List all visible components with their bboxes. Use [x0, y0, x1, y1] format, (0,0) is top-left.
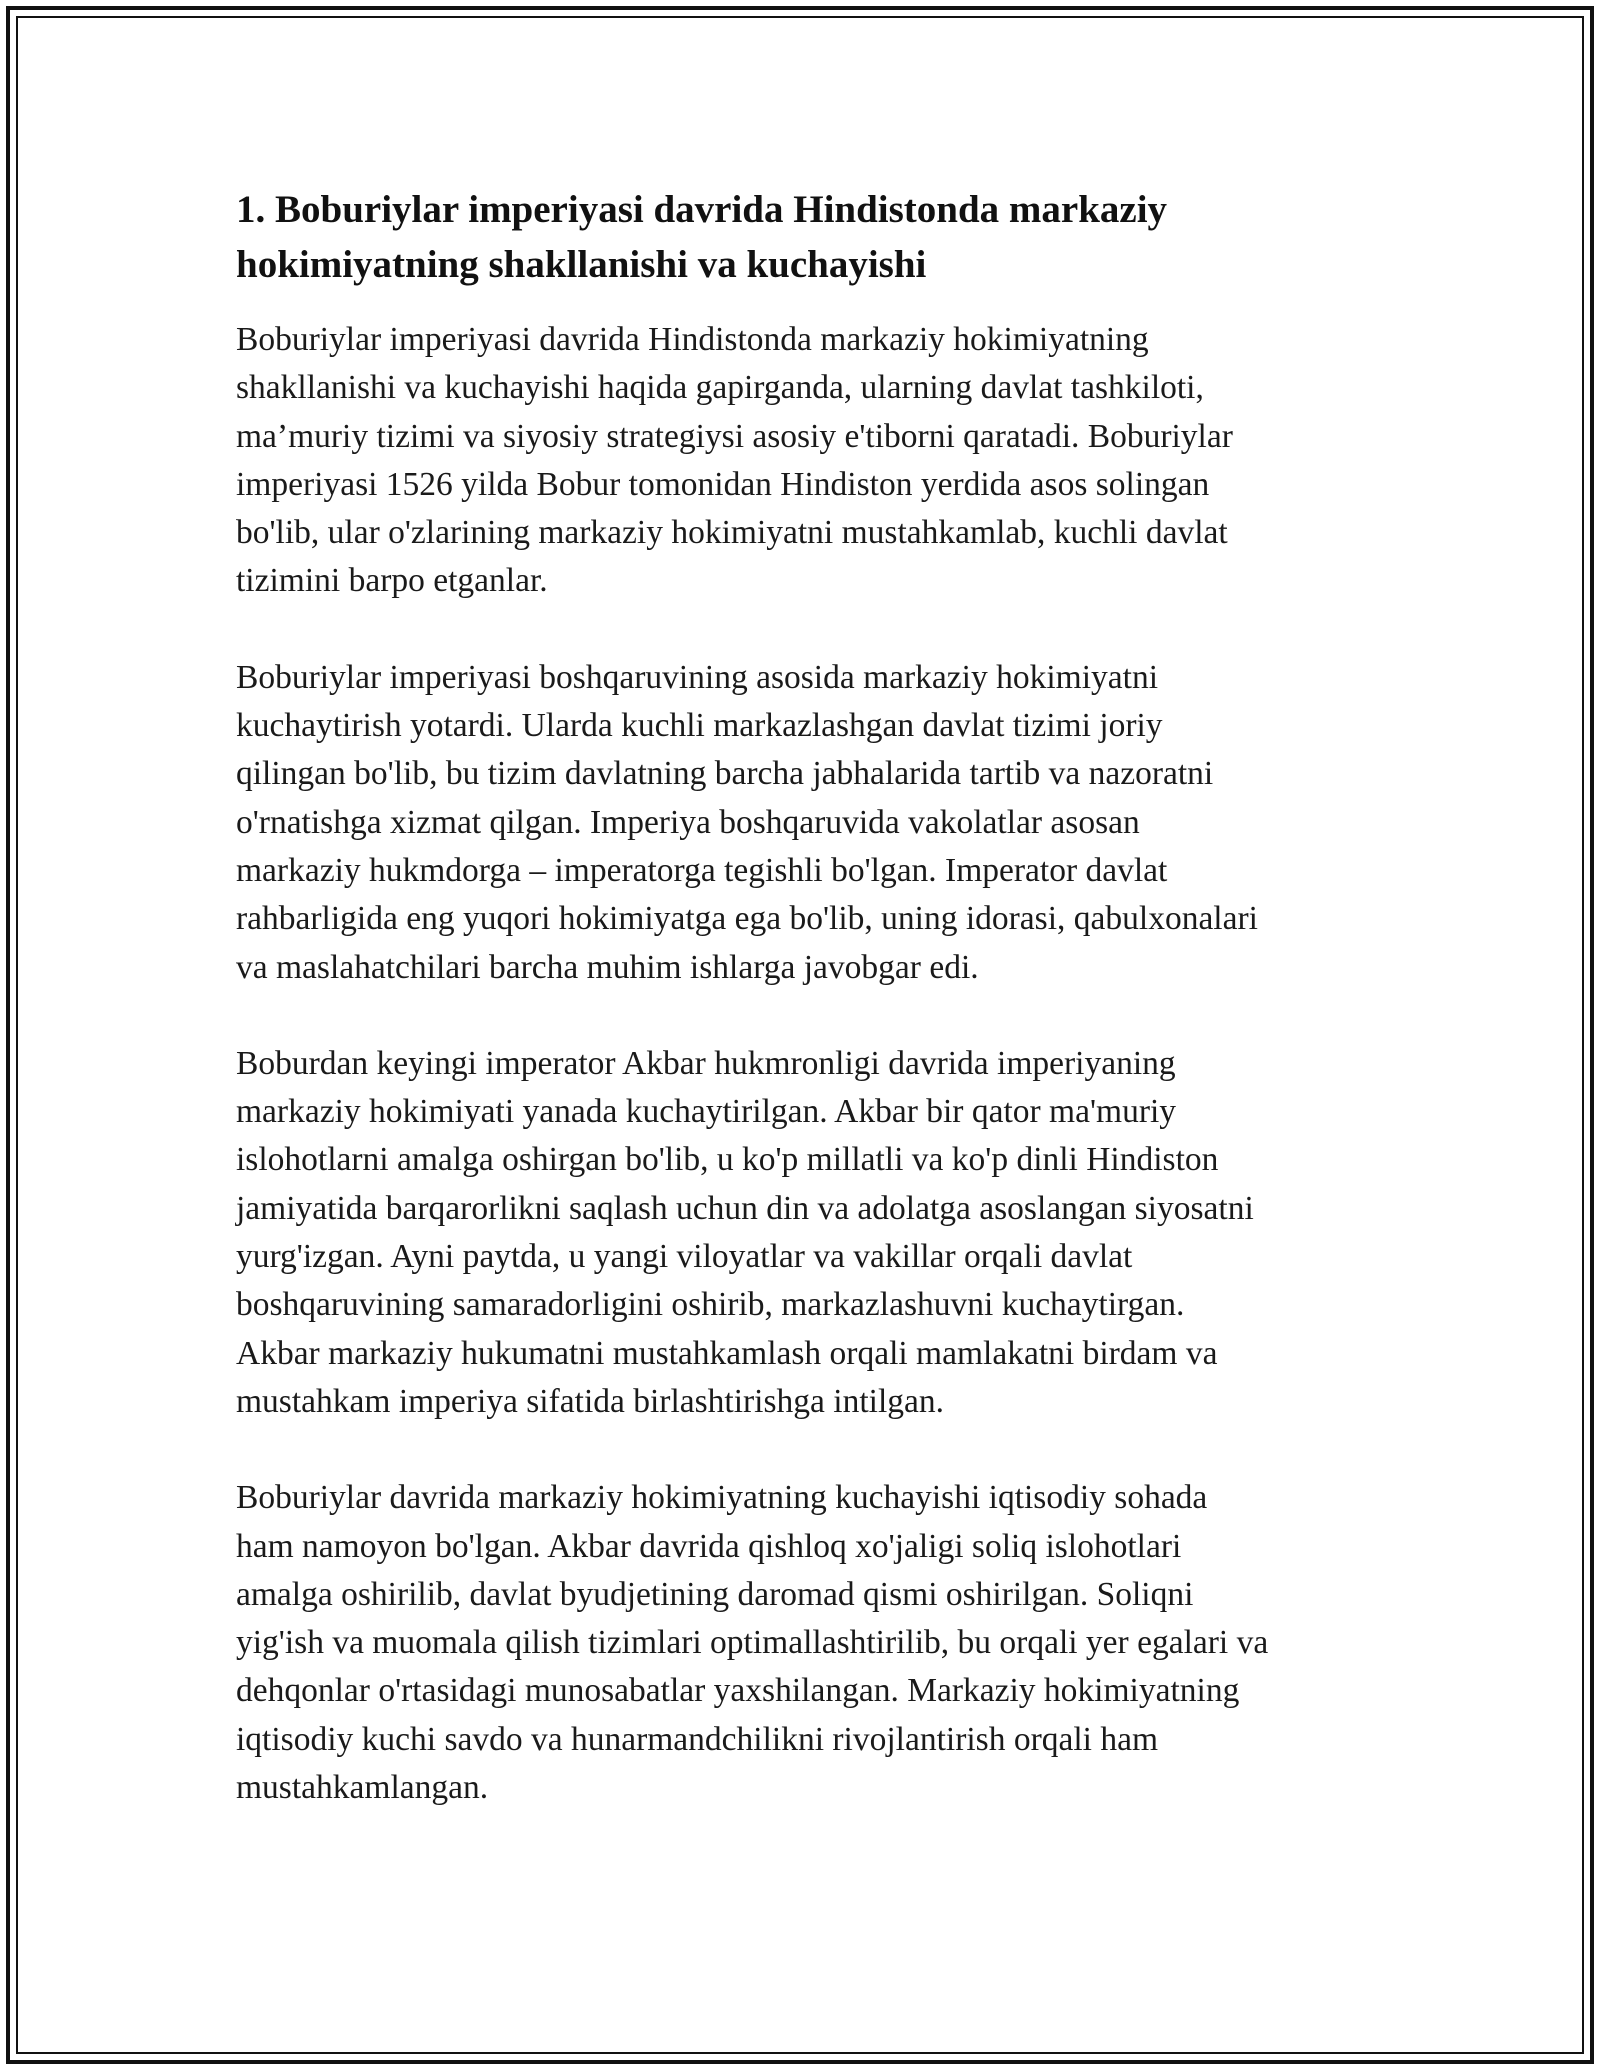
document-body [236, 182, 1376, 1812]
paragraph-3: Boburdan keyingi imperator Akbar hukmronligi davrida imperiyaning markaziy hokimiyati yanada kuchaytirilgan. Akbar bir qator ma'muriy islohotlarni amalga oshirgan bo'lib, u ko'p millatli va ko'p dinli Hindiston jamiyatida barqarorlikni saqlash uchun din va adolatga asoslangan siyosatni yurg'izgan. Ayni paytda, u yangi viloyatlar va vakillar orqali davlat boshqaruvining samaradorligini oshirib, markazlashuvni kuchaytirgan. Akbar markaziy hukumatni mustahkamlash orqali mamlakatni birdam va mustahkam imperiya sifatida birlashtirishga intilgan. [236, 1044, 1254, 1420]
paragraph-2: Boburiylar imperiyasi boshqaruvining asosida markaziy hokimiyatni kuchaytirish yotardi. Ularda kuchli markazlashgan davlat tizimi joriy qilingan bo'lib, bu tizim davlatning barcha jabhalarida tartib va nazoratni o'rnatishga xizmat qilgan. Imperiya boshqaruvida vakolatlar asosan markaziy hukmdorga – imperatorga tegishli bo'lgan. Imperator davlat rahbarligida eng yuqori hokimiyatga ega bo'lib, uning idorasi, qabulxonalari va maslahatchilari barcha muhim ishlarga javobgar edi. [236, 658, 1258, 986]
paragraph-4: Boburiylar davrida markaziy hokimiyatning kuchayishi iqtisodiy sohada ham namoyon bo'lgan. Akbar davrida qishloq xo'jaligi soliq islohotlari amalga oshirilib, davlat byudjetining daromad qismi oshirilgan. Soliqni yig'ish va muomala qilish tizimlari optimallashtirilib, bu orqali yer egalari va dehqonlar o'rtasidagi munosabatlar yaxshilangan. Markaziy hokimiyatning iqtisodiy kuchi savdo va hunarmandchilikni rivojlantirish orqali ham mustahkamlangan. [236, 1479, 1269, 1807]
paragraph-1: Boburiylar imperiyasi davrida Hindistonda markaziy hokimiyatning shakllanishi va kuchayishi haqida gapirganda, ularning davlat tashkiloti, ma’muriy tizimi va siyosiy strategiysi asosiy e'tiborni qaratadi. Boburiylar imperiyasi 1526 yilda Bobur tomonidan Hindiston yerdida asos solingan bo'lib, ular o'zlarining markaziy hokimiyatni mustahkamlab, kuchli davlat tizimini barpo etganlar. [236, 321, 1233, 600]
section-heading: 1. Boburiylar imperiyasi davrida Hindistonda markaziy hokimiyatning shakllanishi va kuchayishi [236, 188, 1168, 286]
